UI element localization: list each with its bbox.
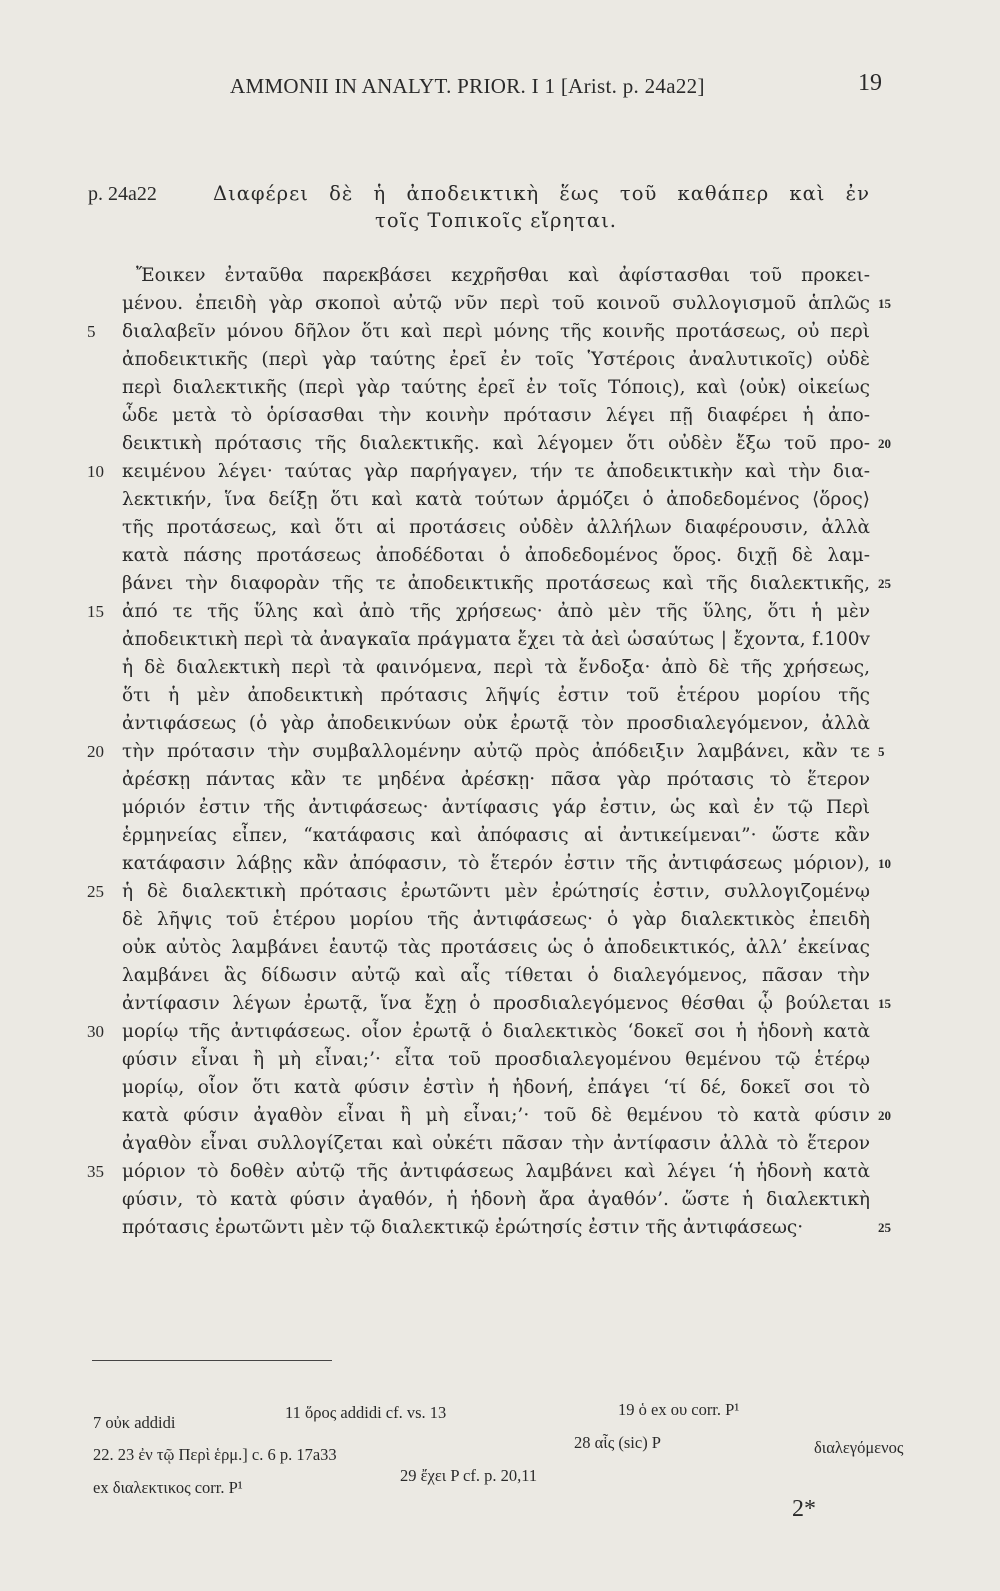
lemma-reference: p. 24a22	[88, 183, 157, 205]
text-line: ἀντίφασιν λέγων ἐρωτᾷ, ἵνα ἔχῃ ὁ προσδιαλεγόμενος θέσθαι ᾧ βούλεται	[122, 993, 870, 1014]
text-line: φύσιν, τὸ κατὰ φύσιν ἀγαθόν, ἡ ἡδονὴ ἄρα ἀγαθόν’. ὥστε ἡ διαλεκτικὴ	[122, 1189, 870, 1210]
text-line: κατὰ πάσης προτάσεως ἀποδέδοται ὁ ἀποδεδομένος ὅρος. διχῇ δὲ λαμ-	[122, 545, 870, 566]
text-line: ὅτι ἡ μὲν ἀποδεικτικὴ πρότασις λῆψίς ἐστιν τοῦ ἑτέρου μορίου τῆς	[122, 685, 870, 706]
manuscript-line-number: 15	[878, 296, 891, 311]
line-number: 5	[87, 322, 96, 341]
text-line: ἡ δὲ διαλεκτικὴ πρότασις ἐρωτῶντι μὲν ἐρώτησίς ἐστιν, συλλογιζομένῳ	[122, 881, 870, 902]
manuscript-line-number: 10	[878, 856, 891, 871]
text-line: κειμένου λέγει· ταύτας γὰρ παρήγαγεν, τήν τε ἀποδεικτικὴν καὶ τὴν δια-	[122, 461, 870, 482]
manuscript-line-number: 25	[878, 1220, 891, 1235]
text-line: δὲ λῆψις τοῦ ἑτέρου μορίου τῆς ἀντιφάσεως· ὁ γὰρ διαλεκτικὸς ἐπειδὴ	[122, 909, 870, 930]
text-line: φύσιν εἶναι ἢ μὴ εἶναι;’· εἶτα τοῦ προσδιαλεγομένου θεμένου τῷ ἑτέρῳ	[122, 1049, 870, 1070]
footnote: 29 ἔχει P cf. p. 20,11	[400, 1466, 538, 1485]
text-line: ἀντιφάσεως (ὁ γὰρ ἀποδεικνύων οὐκ ἐρωτᾷ τὸν προσδιαλεγόμενον, ἀλλὰ	[122, 713, 870, 734]
text-line: ἀγαθὸν εἶναι συλλογίζεται καὶ οὐκέτι πᾶσαν τὴν ἀντίφασιν ἀλλὰ τὸ ἕτερον	[122, 1133, 870, 1154]
text-line: ἀρέσκῃ πάντας κἂν τε μηδένα ἀρέσκῃ· πᾶσα γὰρ πρότασις τὸ ἕτερον	[122, 769, 870, 790]
footnote: ex διαλεκτικος corr. P¹	[93, 1478, 243, 1497]
text-line: ἡ δὲ διαλεκτικὴ περὶ τὰ φαινόμενα, περὶ τὰ ἔνδοξα· ἀπὸ δὲ τῆς χρήσεως,	[122, 657, 870, 678]
text-line: διαλαβεῖν μόνου δῆλον ὅτι καὶ περὶ μόνης τῆς κοινῆς προτάσεως, οὐ περὶ	[122, 321, 870, 342]
footnote-rule	[92, 1360, 332, 1361]
text-line: μορίῳ τῆς ἀντιφάσεως. οἷον ἐρωτᾷ ὁ διαλεκτικὸς ‘δοκεῖ σοι ἡ ἡδονὴ κατὰ	[122, 1021, 870, 1042]
text-line: μόριον τὸ δοθὲν αὐτῷ τῆς ἀντιφάσεως λαμβάνει καὶ λέγει ‘ἡ ἡδονὴ κατὰ	[122, 1161, 870, 1182]
running-header: AMMONII IN ANALYT. PRIOR. I 1 [Arist. p. 24a22]	[230, 74, 705, 98]
page-number: 19	[858, 70, 882, 96]
footnote: 22. 23 ἐν τῷ Περὶ ἑρμ.] c. 6 p. 17a33	[93, 1445, 337, 1464]
line-number: 30	[87, 1022, 104, 1041]
footnote: 11 ὅρος addidi cf. vs. 13	[285, 1403, 447, 1422]
text-line: τὴν πρότασιν τὴν συμβαλλομένην αὐτῷ πρὸς ἀπόδειξιν λαμβάνει, κἂν τε	[122, 741, 870, 762]
line-number: 15	[87, 602, 104, 621]
text-line: μόριόν ἐστιν τῆς ἀντιφάσεως· ἀντίφασις γάρ ἐστιν, ὡς καὶ ἐν τῷ Περὶ	[122, 797, 870, 818]
line-number: 25	[87, 882, 104, 901]
text-line: Ἔοικεν ἐνταῦθα παρεκβάσει κεχρῆσθαι καὶ ἀφίστασθαι τοῦ προκει-	[136, 265, 870, 286]
text-line: πρότασις ἐρωτῶντι μὲν τῷ διαλεκτικῷ ἐρώτησίς ἐστιν τῆς ἀντιφάσεως·	[122, 1217, 804, 1238]
text-line: ἀπό τε τῆς ὕλης καὶ ἀπὸ τῆς χρήσεως· ἀπὸ μὲν τῆς ὕλης, ὅτι ἡ μὲν	[122, 601, 870, 622]
line-number: 10	[87, 462, 104, 481]
footnote: 7 οὐκ addidi	[93, 1413, 176, 1432]
text-line: μένου. ἐπειδὴ γὰρ σκοποὶ αὐτῷ νῦν περὶ τοῦ κοινοῦ συλλογισμοῦ ἁπλῶς	[122, 293, 870, 314]
footnote: 19 ὁ ex ου corr. P¹	[618, 1400, 740, 1419]
manuscript-line-number: 5	[878, 744, 885, 759]
text-line: ἀποδεικτικῆς (περὶ γὰρ ταύτης ἐρεῖ ἐν τοῖς Ὑστέροις ἀναλυτικοῖς) οὐδὲ	[122, 349, 870, 370]
text-line: οὐκ αὐτὸς λαμβάνει ἑαυτῷ τὰς προτάσεις ὡς ὁ ἀποδεικτικός, ἀλλ’ ἐκείνας	[122, 937, 870, 958]
text-line: βάνει τὴν διαφορὰν τῆς τε ἀποδεικτικῆς προτάσεως καὶ τῆς διαλεκτικῆς,	[122, 573, 870, 594]
footnote: 28 αἷς (sic) P	[574, 1433, 661, 1452]
manuscript-line-number: 20	[878, 436, 891, 451]
signature-mark: 2*	[792, 1496, 816, 1522]
text-line: κατὰ φύσιν ἀγαθὸν εἶναι ἢ μὴ εἶναι;’· τοῦ δὲ θεμένου τὸ κατὰ φύσιν	[122, 1105, 870, 1126]
text-line: κατάφασιν λάβῃς κἂν ἀπόφασιν, τὸ ἕτερόν ἐστιν τῆς ἀντιφάσεως μόριον),	[122, 853, 870, 874]
manuscript-line-number: 15	[878, 996, 891, 1011]
line-number: 20	[87, 742, 104, 761]
text-line: δεικτικὴ πρότασις τῆς διαλεκτικῆς. καὶ λέγομεν ὅτι οὐδὲν ἔξω τοῦ προ-	[122, 433, 870, 454]
footnote: διαλεγόμενος	[814, 1438, 904, 1457]
text-line: μορίῳ, οἷον ὅτι κατὰ φύσιν ἐστὶν ἡ ἡδονή, ἐπάγει ‘τί δέ, δοκεῖ σοι τὸ	[122, 1077, 870, 1098]
line-number: 35	[87, 1162, 104, 1181]
text-line: περὶ διαλεκτικῆς (περὶ γὰρ ταύτης ἐρεῖ ἐν τοῖς Τόποις), καὶ ⟨οὐκ⟩ οἰκείως	[122, 377, 870, 398]
text-line: ὧδε μετὰ τὸ ὁρίσασθαι τὴν κοινὴν πρότασιν λέγει πῇ διαφέρει ἡ ἀπο-	[122, 405, 870, 426]
manuscript-line-number: 25	[878, 576, 891, 591]
text-line: λεκτικήν, ἵνα δείξῃ ὅτι καὶ κατὰ τούτων ἁρμόζει ὁ ἀποδεδομένος ⟨ὅρος⟩	[122, 489, 870, 510]
text-line: τῆς προτάσεως, καὶ ὅτι αἱ προτάσεις οὐδὲν ἀλλήλων διαφέρουσιν, ἀλλὰ	[122, 517, 870, 538]
lemma-line-1: Διαφέρει δὲ ἡ ἀποδεικτικὴ ἕως τοῦ καθάπερ καὶ ἐν	[213, 182, 870, 205]
text-line: ἑρμηνείας εἶπεν, “κατάφασις καὶ ἀπόφασις αἱ ἀντικείμεναι”· ὥστε κἂν	[122, 825, 870, 846]
lemma-line-2: τοῖς Τοπικοῖς εἴρηται.	[375, 209, 617, 232]
text-line: λαμβάνει ἃς δίδωσιν αὐτῷ καὶ αἷς τίθεται ὁ διαλεγόμενος, πᾶσαν τὴν	[122, 965, 870, 986]
manuscript-line-number: 20	[878, 1108, 891, 1123]
text-line: ἀποδεικτικὴ περὶ τὰ ἀναγκαῖα πράγματα ἔχει τὰ ἀεὶ ὡσαύτως | ἔχοντα, f.100v	[122, 629, 870, 650]
